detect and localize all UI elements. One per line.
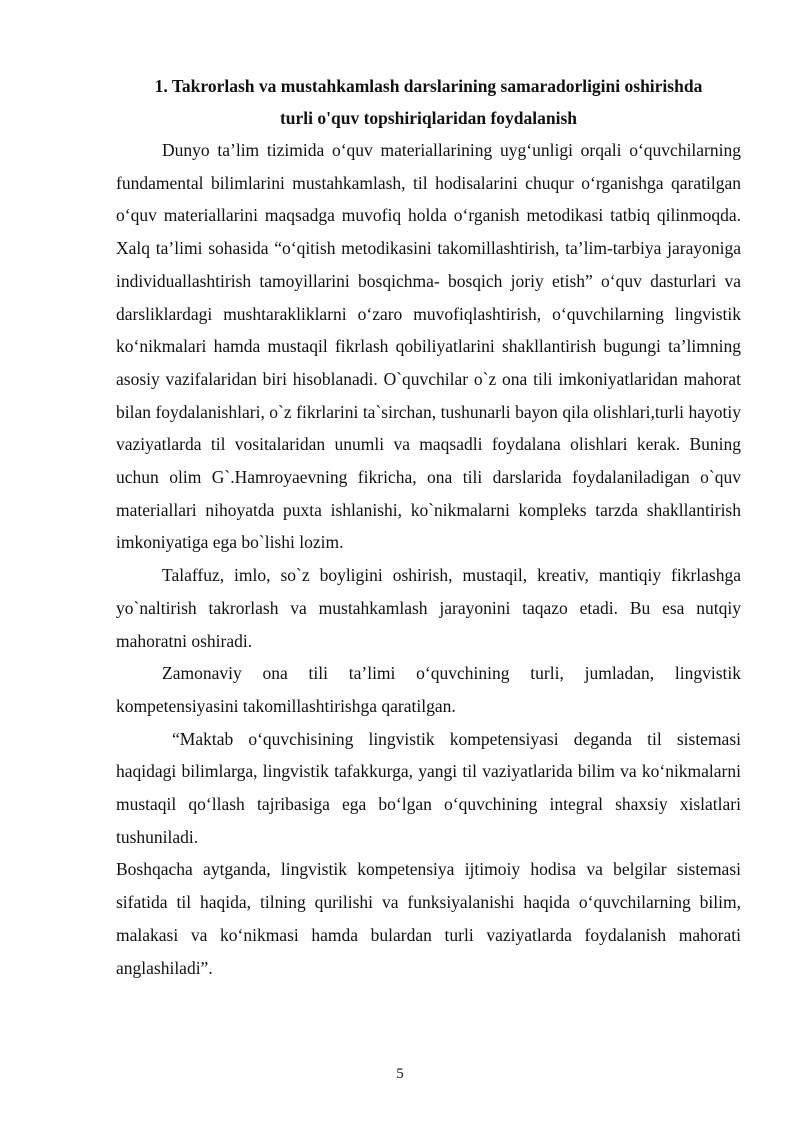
paragraph-modern-education: Zamonaviy ona tili ta’limi o‘quvchining turli, jumladan, lingvistik kompetensiyasini takomillashtirishga qaratilgan. [116,663,741,716]
paragraph-quote: “Maktab o‘quvchisining lingvistik kompetensiyasi deganda til sistemasi haqidagi bilimlarga, lingvistik tafakkurga, yangi til vaziyatlarida bilim va ko‘nikmalarni mustaqil qo‘llash tajribasiga ega bo‘lgan o‘quvchining integral shaxsiy xislatlari tushuniladi. [116,728,741,847]
paragraph-conclusion: Boshqacha aytganda, lingvistik kompetensiya ijtimoiy hodisa va belgilar sistemasi sifatida til haqida, tilning qurilishi va funksiyalanishi haqida o‘quvchilarning bilim, malakasi va ko‘nikmasi hamda bulardan turli vaziyatlarda foydalanish mahorati anglashiladi”. [116,859,741,978]
section-title-line-1: 1. Takrorlash va mustahkamlash darslarining samaradorligini oshirishda [154,76,703,96]
section-title-line-2: turli o'quv topshiriqlaridan foydalanish [279,108,578,128]
page-number: 5 [396,1066,404,1082]
paragraph-pronunciation: Talaffuz, imlo, so`z boyligini oshirish, mustaqil, kreativ, mantiqiy fikrlashga yo`naltirish takrorlash va mustahkamlash jarayonini taqazo etadi. Bu esa nutqiy mahoratni oshiradi. [116,565,741,651]
section-title [116,70,741,134]
document-page [116,70,741,984]
paragraph-intro: Dunyo ta’lim tizimida o‘quv materiallarining uyg‘unligi orqali o‘quvchilarning fundamental bilimlarini mustahkamlash, til hodisalarini chuqur o‘rganishga qaratilgan o‘quv materiallarini maqsadga muvofiq holda o‘rganish metodikasi tatbiq qilinmoqda. Xalq ta’limi sohasida “o‘qitish metodikasini takomillashtirish, ta’lim-tarbiya jarayoniga individuallashtirish tamoyillarini bosqichma- bosqich joriy etish” o‘quv dasturlari va darsliklardagi mushtarakliklarni o‘zaro muvofiqlashtirish, o‘quvchilarning lingvistik ko‘nikmalari hamda mustaqil fikrlash qobiliyatlarini shakllantirish bugungi ta’limning asosiy vazifalaridan biri hisoblanadi. O`quvchilar o`z ona tili imkoniyatlaridan mahorat bilan foydalanishlari, o`z fikrlarini ta`sirchan, tushunarli bayon qila olishlari,turli hayotiy vaziyatlarda til vositalaridan unumli va maqsadli foydalana olishlari kerak. Buning uchun olim G`.Hamroyaevning fikricha, ona tili darslarida foydalaniladigan o`quv materiallari nihoyatda puxta ishlanishi, ko`nikmalarni kompleks tarzda shakllantirish imkoniyatiga ega bo`lishi lozim. [116,140,741,553]
